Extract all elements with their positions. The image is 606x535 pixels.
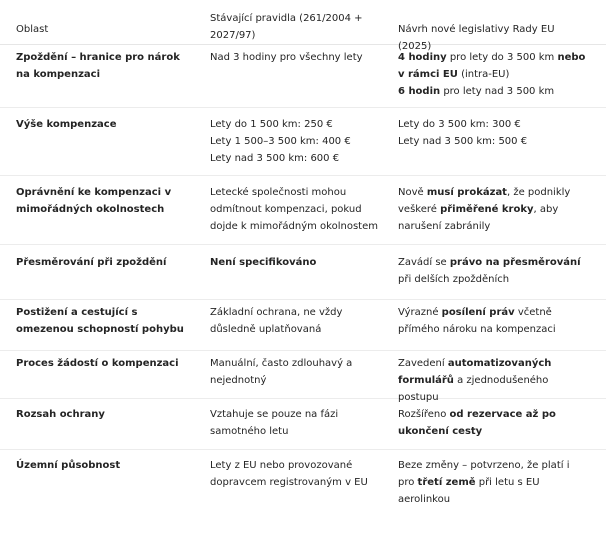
proposal-text: při letu s EU aerolinkou	[398, 477, 540, 505]
proposal-text: při delších zpožděních	[398, 274, 510, 285]
row-proposal	[398, 49, 588, 100]
row-area: Přesměrování při zpoždění	[16, 257, 167, 268]
row-proposal	[398, 116, 588, 150]
row-current: Lety z EU nebo provozované dopravcem registrovaným v EU	[210, 460, 368, 488]
table-row	[0, 245, 606, 300]
proposal-text: Zavedení	[398, 358, 448, 369]
proposal-text: Výrazné	[398, 307, 442, 318]
header-oblast: Oblast	[16, 24, 49, 35]
row-proposal	[398, 254, 588, 288]
proposal-line: Lety do 3 500 km: 300 €	[398, 119, 521, 130]
current-line: Lety nad 3 500 km: 600 €	[210, 153, 340, 164]
proposal-text: (intra-EU)	[457, 69, 510, 80]
row-current: Základní ochrana, ne vždy důsledně uplatňovaná	[210, 307, 343, 335]
row-area: Výše kompenzace	[16, 119, 117, 130]
row-area: Rozsah ochrany	[16, 409, 105, 420]
row-proposal	[398, 304, 588, 338]
proposal-bold: nebo v rámci EU	[398, 52, 586, 80]
row-proposal	[398, 184, 588, 235]
row-current: Letecké společnosti mohou odmítnout kompenzaci, pokud dojde k mimořádným okolnostem	[210, 187, 378, 232]
proposal-text: Rozšířeno	[398, 409, 450, 420]
proposal-bold: automatizovaných formulářů	[398, 358, 552, 386]
proposal-bold: 6 hodin	[398, 86, 441, 97]
table-row	[0, 176, 606, 245]
row-current: Není specifikováno	[210, 257, 317, 268]
row-proposal	[398, 406, 588, 440]
header-current-rules: Stávající pravidla (261/2004 + 2027/97)	[210, 13, 363, 41]
row-area: Zpoždění – hranice pro nárok na kompenzaci	[16, 52, 180, 80]
proposal-text: , aby narušení zabránily	[398, 204, 559, 232]
row-current: Manuální, často zdlouhavý a nejednotný	[210, 358, 353, 386]
row-current: Vztahuje se pouze na fázi samotného letu	[210, 409, 339, 437]
row-proposal	[398, 457, 588, 508]
table-row	[0, 108, 606, 176]
proposal-line: Lety nad 3 500 km: 500 €	[398, 136, 528, 147]
row-area: Postižení a cestující s omezenou schopností pohybu	[16, 307, 184, 335]
proposal-text: a zjednodušeného postupu	[398, 375, 549, 403]
proposal-text: Beze změny – potvrzeno, že platí i pro	[398, 460, 570, 488]
row-area: Územní působnost	[16, 460, 121, 471]
proposal-text: pro lety do 3 500 km	[446, 52, 558, 63]
proposal-text: Nově	[398, 187, 427, 198]
row-current	[210, 116, 380, 167]
table-row	[0, 450, 606, 505]
proposal-bold: třetí země	[417, 477, 476, 488]
table-row	[0, 300, 606, 351]
table-row	[0, 399, 606, 450]
proposal-text: pro lety nad 3 500 km	[440, 86, 555, 97]
table-row	[0, 351, 606, 403]
proposal-text: Zavádí se	[398, 257, 450, 268]
proposal-text: včetně přímého nároku na kompenzaci	[398, 307, 556, 335]
table-header	[0, 8, 606, 52]
proposal-bold: posílení práv	[441, 307, 515, 318]
proposal-bold: přiměřené kroky	[440, 204, 534, 215]
header-proposal: Návrh nové legislativy Rady EU (2025)	[398, 24, 555, 52]
table-row	[0, 45, 606, 108]
proposal-bold: od rezervace až po ukončení cesty	[398, 409, 556, 437]
proposal-bold: právo na přesměrování	[449, 257, 581, 268]
proposal-bold: 4 hodiny	[398, 52, 447, 63]
row-area: Oprávnění ke kompenzaci v mimořádných okolnostech	[16, 187, 172, 215]
current-line: Lety do 1 500 km: 250 €	[210, 119, 333, 130]
proposal-text: , že podnikly veškeré	[398, 187, 571, 215]
row-current: Nad 3 hodiny pro všechny lety	[210, 52, 363, 63]
proposal-bold: musí prokázat	[426, 187, 507, 198]
current-line: Lety 1 500–3 500 km: 400 €	[210, 136, 351, 147]
row-area: Proces žádostí o kompenzaci	[16, 358, 179, 369]
